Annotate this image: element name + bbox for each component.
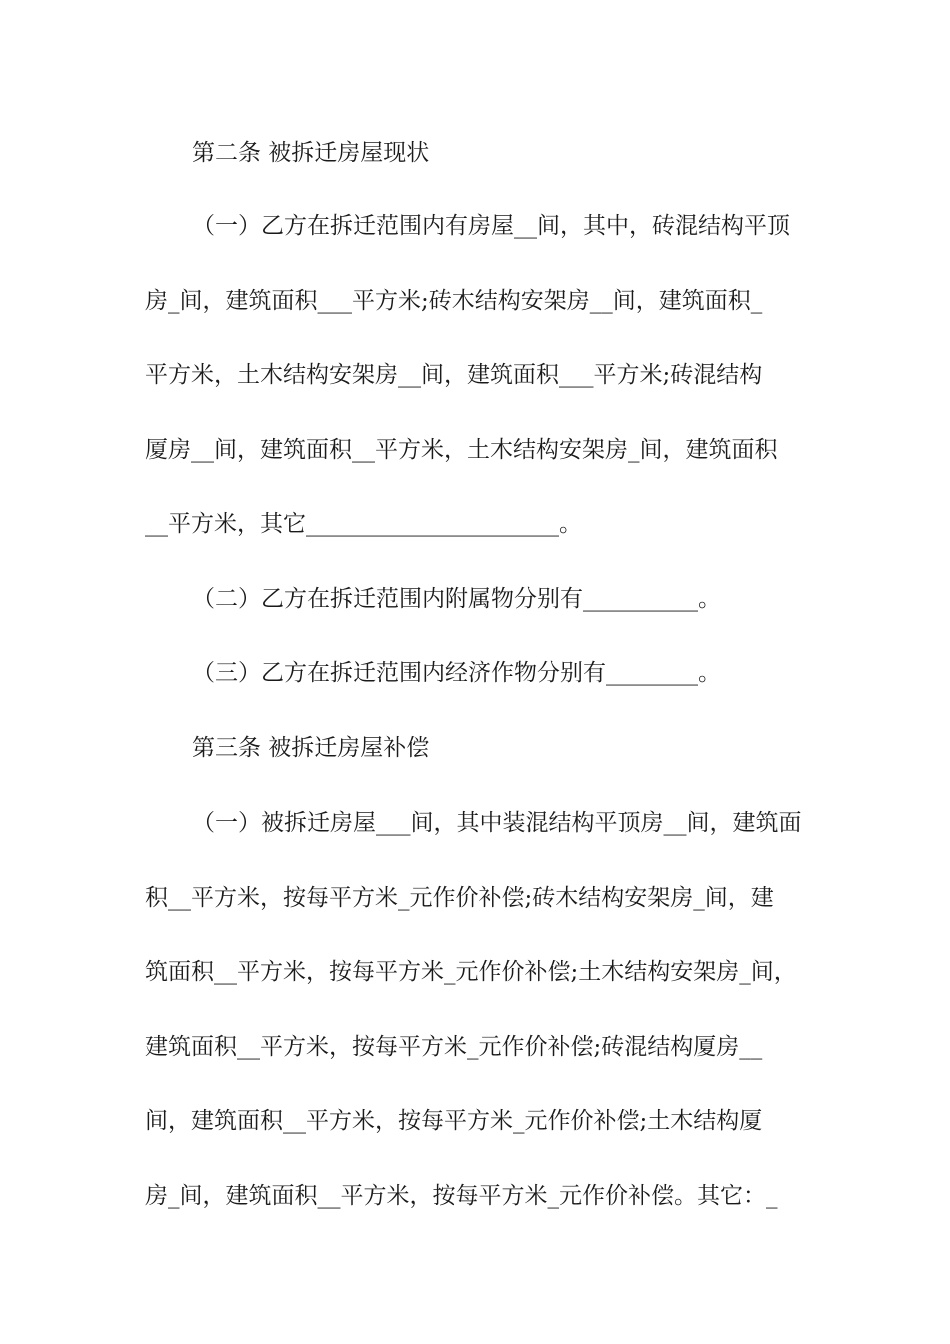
paragraph-line: 建筑面积__平方米，按每平方米_元作价补偿;砖混结构厦房__ — [145, 1034, 763, 1060]
paragraph-line: 厦房__间，建筑面积__平方米，土木结构安架房_间，建筑面积 — [145, 437, 778, 463]
article-2-heading: 第二条 被拆迁房屋现状 — [192, 140, 430, 166]
paragraph-line: 积__平方米，按每平方米_元作价补偿;砖木结构安架房_间，建 — [145, 885, 774, 911]
paragraph-line: 筑面积__平方米，按每平方米_元作价补偿;土木结构安架房_间， — [145, 959, 797, 985]
paragraph-line: 房_间，建筑面积__平方米，按每平方米_元作价补偿。其它：_ — [145, 1183, 778, 1209]
paragraph-line: （三）乙方在拆迁范围内经济作物分别有________。 — [192, 660, 721, 686]
paragraph-line: 平方米，土木结构安架房__间，建筑面积___平方米;砖混结构 — [145, 362, 763, 388]
paragraph-line: （二）乙方在拆迁范围内附属物分别有__________。 — [192, 586, 721, 612]
paragraph-line: （一）乙方在拆迁范围内有房屋__间，其中，砖混结构平顶 — [192, 213, 790, 239]
paragraph-line: 房_间，建筑面积___平方米;砖木结构安架房__间，建筑面积_ — [145, 288, 763, 314]
paragraph-line: （一）被拆迁房屋___间，其中装混结构平顶房__间，建筑面 — [192, 810, 802, 836]
paragraph-line: __平方米，其它______________________。 — [145, 511, 582, 537]
paragraph-line: 间，建筑面积__平方米，按每平方米_元作价补偿;土木结构厦 — [145, 1108, 763, 1134]
article-3-heading: 第三条 被拆迁房屋补偿 — [192, 735, 430, 761]
